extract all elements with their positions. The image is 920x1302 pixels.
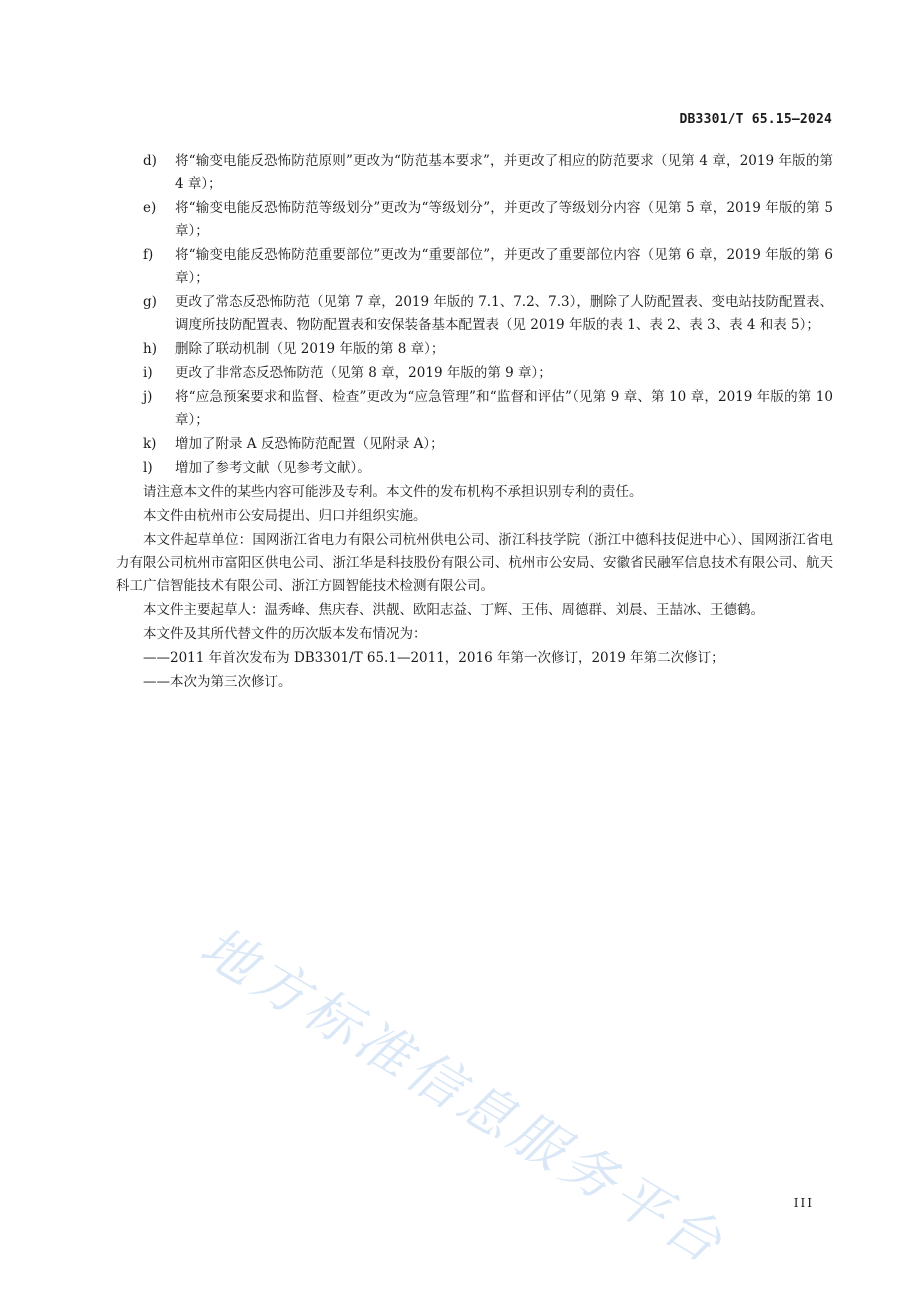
list-item bbox=[143, 362, 833, 385]
list-item bbox=[143, 433, 833, 456]
list-marker: i) bbox=[143, 365, 153, 381]
list-text: 删除了联动机制（见 2019 年版的第 8 章）； bbox=[175, 341, 445, 357]
history-intro: 本文件及其所代替文件的历次版本发布情况为： bbox=[143, 626, 427, 642]
page-number: III bbox=[793, 1196, 814, 1210]
list-text: 增加了参考文献（见参考文献）。 bbox=[175, 460, 371, 476]
patent-notice: 请注意本文件的某些内容可能涉及专利。本文件的发布机构不承担识别专利的责任。 bbox=[143, 484, 643, 500]
list-item bbox=[143, 457, 833, 480]
list-marker: g) bbox=[143, 294, 157, 310]
main-drafters: 本文件主要起草人：温秀峰、焦庆春、洪靓、欧阳志益、丁辉、王伟、周德群、刘晨、王喆冰、王德鹤。 bbox=[143, 602, 764, 618]
list-text: 增加了附录 A 反恐怖防范配置（见附录 A）； bbox=[175, 436, 444, 452]
list-marker: j) bbox=[143, 389, 153, 405]
list-item bbox=[143, 244, 833, 290]
history-entry: ——本次为第三次修订。 bbox=[143, 674, 292, 690]
list-text: 更改了非常态反恐怖防范（见第 8 章，2019 年版的第 9 章）； bbox=[175, 365, 552, 381]
list-marker: h) bbox=[143, 341, 157, 357]
list-marker: e) bbox=[143, 200, 157, 216]
drafting-units: 本文件起草单位：国网浙江省电力有限公司杭州供电公司、浙江科技学院（浙江中德科技促进中心）、国网浙江省电力有限公司杭州市富阳区供电公司、浙江华是科技股份有限公司、杭州市公安局、安徽省民融军信息技术有限公司、航天科工广信智能技术有限公司、浙江方圆智能技术检测有限公司。 bbox=[116, 532, 833, 594]
document-body bbox=[116, 150, 833, 695]
list-item bbox=[143, 150, 833, 196]
list-text: 将“应急预案要求和监督、检查”更改为“应急管理”和“监督和评估”（见第 9 章、第 10 章，2019 年版的第 10 章）； bbox=[175, 389, 833, 428]
proposer-statement: 本文件由杭州市公安局提出、归口并组织实施。 bbox=[143, 508, 427, 524]
list-item bbox=[143, 197, 833, 243]
list-text: 更改了常态反恐怖防范（见第 7 章，2019 年版的 7.1、7.2、7.3），删除了人防配置表、变电站技防配置表、调度所技防配置表、物防配置表和安保装备基本配置表（见 2019 年版的表 1、表 2、表 3、表 4 和表 5）； bbox=[175, 294, 833, 333]
list-item bbox=[143, 338, 833, 361]
list-text: 将“输变电能反恐怖防范等级划分”更改为“等级划分”，并更改了等级划分内容（见第 5 章，2019 年版的第 5 章）； bbox=[175, 200, 833, 239]
watermark: 地方标准信息服务平台 bbox=[189, 914, 737, 1278]
list-marker: f) bbox=[143, 247, 154, 263]
list-text: 将“输变电能反恐怖防范原则”更改为“防范基本要求”，并更改了相应的防范要求（见第 4 章，2019 年版的第 4 章）； bbox=[175, 153, 833, 192]
list-item bbox=[143, 386, 833, 432]
list-marker: k) bbox=[143, 436, 157, 452]
history-entry: ——2011 年首次发布为 DB3301/T 65.1—2011，2016 年第一次修订，2019 年第二次修订； bbox=[143, 650, 725, 666]
list-marker: d) bbox=[143, 153, 157, 169]
list-marker: l) bbox=[143, 460, 153, 476]
list-text: 将“输变电能反恐怖防范重要部位”更改为“重要部位”，并更改了重要部位内容（见第 6 章，2019 年版的第 6 章）； bbox=[175, 247, 833, 286]
document-code: DB3301/T 65.15—2024 bbox=[679, 112, 832, 127]
list-item bbox=[143, 291, 833, 337]
